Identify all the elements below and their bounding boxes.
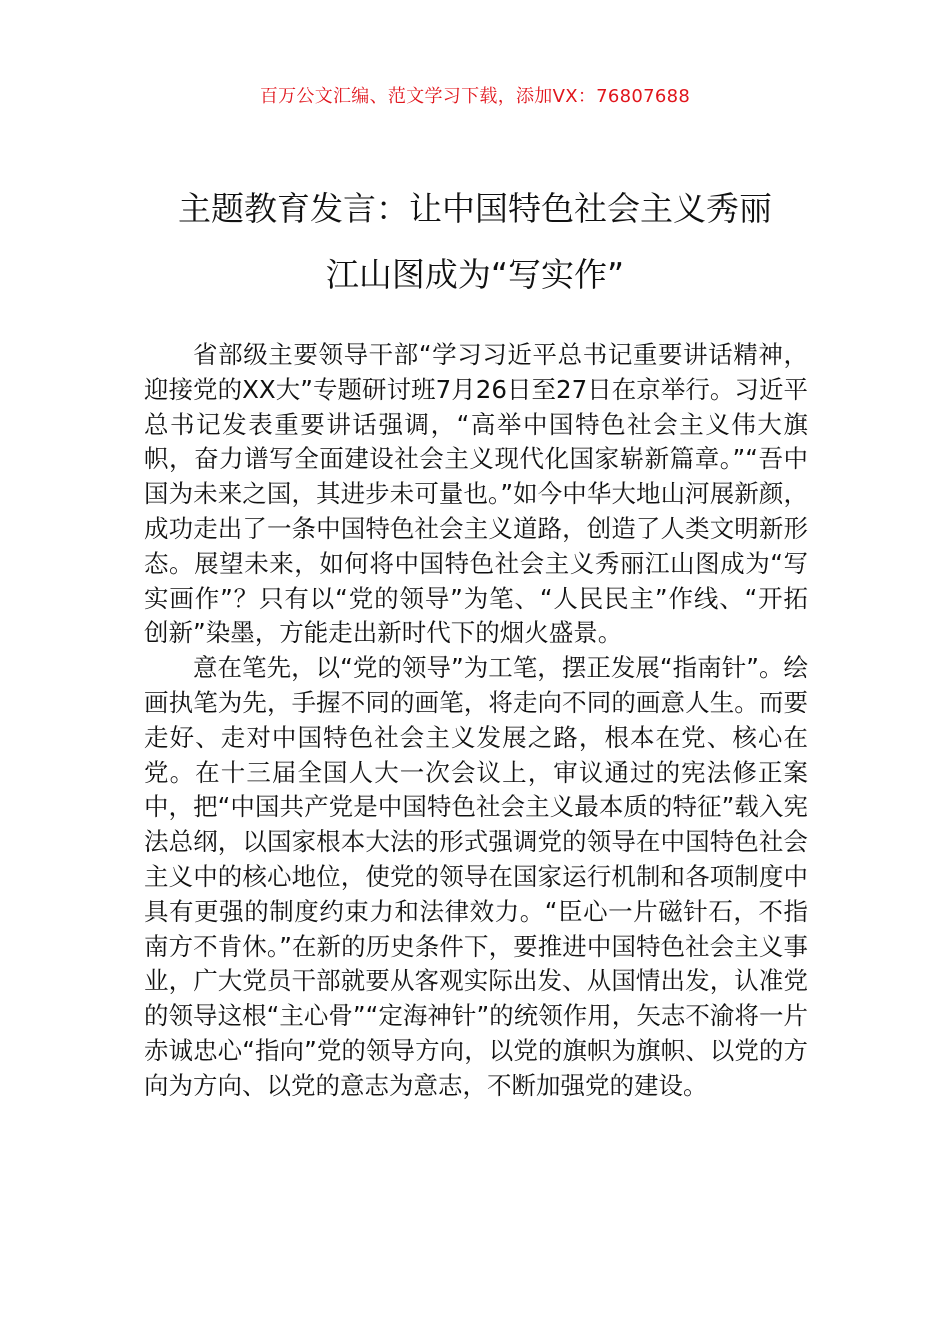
title-line-2: 江山图成为“写实作” <box>325 255 625 294</box>
header-note: 百万公文汇编、范文学习下载，添加VX：76807688 <box>259 86 691 107</box>
document-title <box>100 176 850 308</box>
title-line-1: 主题教育发言：让中国特色社会主义秀丽 <box>178 189 772 228</box>
paragraph-1: 省部级主要领导干部“学习习近平总书记重要讲话精神，迎接党的XX大”专题研讨班7月26日至27日在京举行。习近平总书记发表重要讲话强调，“高举中国特色社会主义伟大旗帜，奋力谱写全面建设社会主义现代化国家崭新篇章。”“吾中国为未来之国，其进步未可量也。”如今中华大地山河展新颜，成功走出了一条中国特色社会主义道路，创造了人类文明新形态。展望未来，如何将中国特色社会主义秀丽江山图成为“写实画作”？只有以“党的领导”为笔、“人民民主”作线、“开拓创新”染墨，方能走出新时代下的烟火盛景。 <box>144 340 808 648</box>
document-body <box>144 338 808 1104</box>
paragraph-2: 意在笔先，以“党的领导”为工笔，摆正发展“指南针”。绘画执笔为先，手握不同的画笔，将走向不同的画意人生。而要走好、走对中国特色社会主义发展之路，根本在党、核心在党。在十三届全国人大一次会议上，审议通过的宪法修正案中，把“中国共产党是中国特色社会主义最本质的特征”载入宪法总纲，以国家根本大法的形式强调党的领导在中国特色社会主义中的核心地位，使党的领导在国家运行机制和各项制度中具有更强的制度约束力和法律效力。“臣心一片磁针石，不指南方不肯休。”在新的历史条件下，要推进中国特色社会主义事业，广大党员干部就要从客观实际出发、从国情出发，认准党的领导这根“主心骨”“定海神针”的统领作用，矢志不渝将一片赤诚忠心“指向”党的领导方向，以党的旗帜为旗帜、以党的方向为方向、以党的意志为意志，不断加强党的建设。 <box>144 653 808 1100</box>
